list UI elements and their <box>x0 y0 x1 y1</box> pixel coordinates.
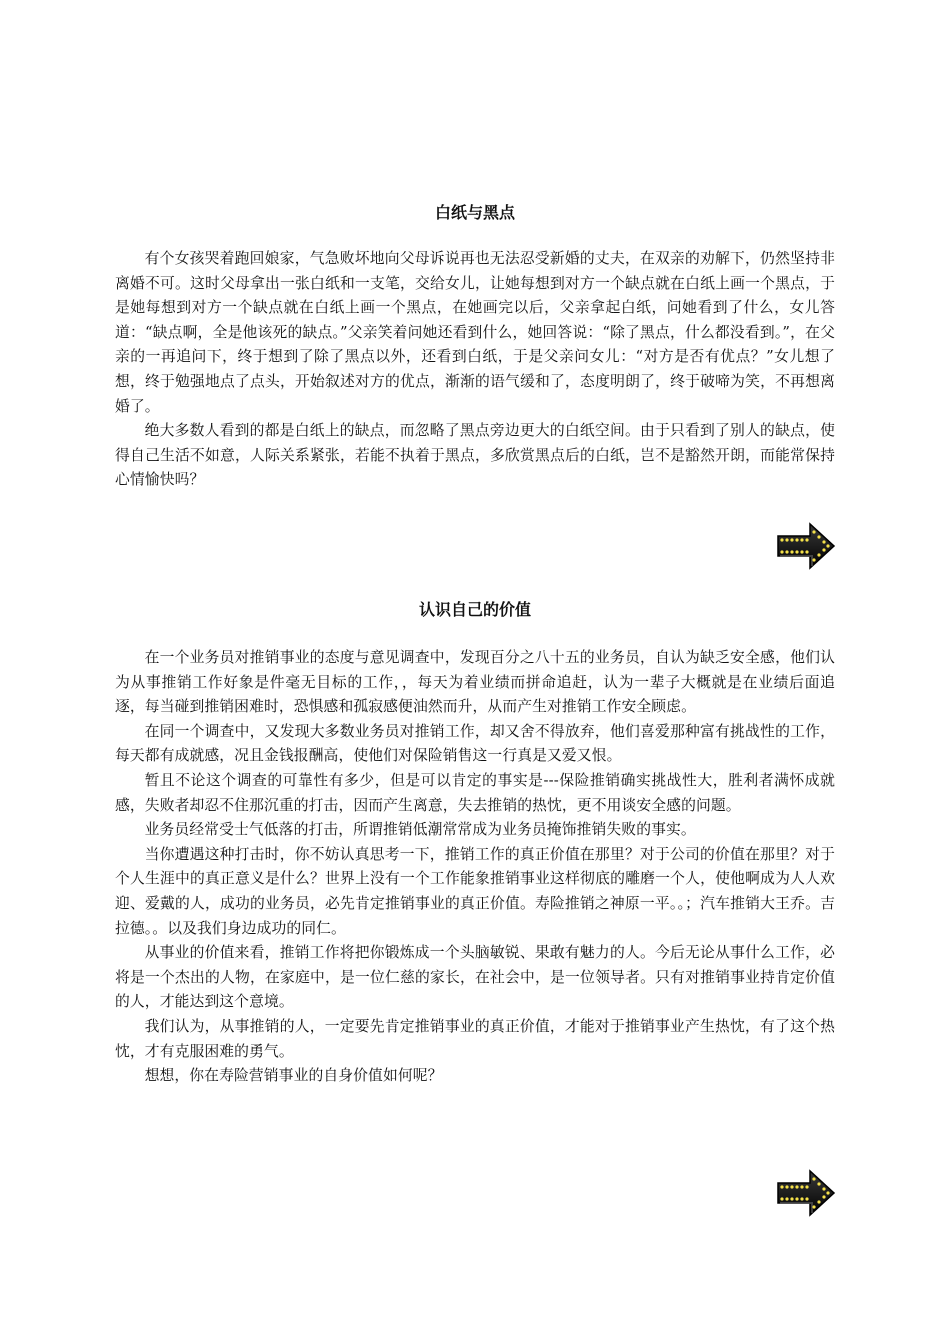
right-arrow-icon[interactable] <box>774 1167 836 1219</box>
paragraph: 在同一个调查中，又发现大多数业务员对推销工作，却又舍不得放弃，他们喜爱那种富有挑战性的工作，每天都有成就感，况且金钱报酬高，使他们对保险销售这一行真是又爱又恨。 <box>115 722 835 765</box>
paragraph: 暂且不论这个调查的可靠性有多少，但是可以肯定的事实是---保险推销确实挑战性大，胜利者满怀成就感，失败者却忍不住那沉重的打击，因而产生离意，失去推销的热忱，更不用谈安全感的问题。 <box>115 771 835 814</box>
paragraph: 绝大多数人看到的都是白纸上的缺点，而忽略了黑点旁边更大的白纸空间。由于只看到了别人的缺点，使得自己生活不如意，人际关系紧张，若能不执着于黑点，多欣赏黑点后的白纸，岂不是豁然开朗，而能常保持心情愉快吗？ <box>115 422 835 489</box>
paragraph: 当你遭遇这种打击时，你不妨认真思考一下，推销工作的真正价值在那里？对于公司的价值在那里？对于个人生涯中的真正意义是什么？世界上没有一个工作能象推销事业这样彻底的雕磨一个人，使他啊成为人人欢迎、爱戴的人，成功的业务员，必先肯定推销事业的真正价值。寿险推销之神原一平。。；汽车推销大王乔。吉拉德。。以及我们身边成功的同仁。 <box>115 845 835 937</box>
paragraph: 有个女孩哭着跑回娘家，气急败坏地向父母诉说再也无法忍受新婚的丈夫，在双亲的劝解下，仍然坚持非离婚不可。这时父母拿出一张白纸和一支笔，交给女儿，让她每想到对方一个缺点就在白纸上画一个黑点，于是她每想到对方一个缺点就在白纸上画一个黑点，在她画完以后，父亲拿起白纸，问她看到了什么，女儿答道：“缺点啊，全是他该死的缺点。”父亲笑着问她还看到什么，她回答说：“除了黑点，什么都没看到。”，在父亲的一再追问下，终于想到了除了黑点以外，还看到白纸，于是父亲问女儿：“对方是否有优点？”女儿想了想，终于勉强地点了点头，开始叙述对方的优点，渐渐的语气缓和了，态度明朗了，终于破啼为笑，不再想离婚了。 <box>115 250 835 415</box>
section-title: 认识自己的价值 <box>418 600 531 619</box>
section-know-your-value <box>115 596 835 1089</box>
section-title: 白纸与黑点 <box>434 203 515 222</box>
paragraph: 想想，你在寿险营销事业的自身价值如何呢？ <box>144 1067 443 1085</box>
section-body <box>115 646 835 1089</box>
right-arrow-icon[interactable] <box>774 520 836 572</box>
section-body <box>115 247 835 493</box>
paragraph: 从事业的价值来看，推销工作将把你锻炼成一个头脑敏锐、果敢有魅力的人。今后无论从事什么工作，必将是一个杰出的人物，在家庭中，是一位仁慈的家长，在社会中，是一位领导者。只有对推销事业持肯定价值的人，才能达到这个意境。 <box>115 944 835 1011</box>
paragraph: 我们认为，从事推销的人，一定要先肯定推销事业的真正价值，才能对于推销事业产生热忱，有了这个热忱，才有克服困难的勇气。 <box>115 1017 835 1060</box>
paragraph: 在一个业务员对推销事业的态度与意见调查中，发现百分之八十五的业务员，自认为缺乏安全感，他们认为从事推销工作好象是件毫无目标的工作，，每天为着业绩而拼命追赶，认为一辈子大概就是在业绩后面追逐，每当碰到推销困难时，恐惧感和孤寂感便油然而升，从而产生对推销工作安全顾虑。 <box>115 649 835 716</box>
section-white-paper-black-dots <box>115 199 835 493</box>
paragraph: 业务员经常受士气低落的打击，所谓推销低潮常常成为业务员掩饰推销失败的事实。 <box>144 821 696 839</box>
